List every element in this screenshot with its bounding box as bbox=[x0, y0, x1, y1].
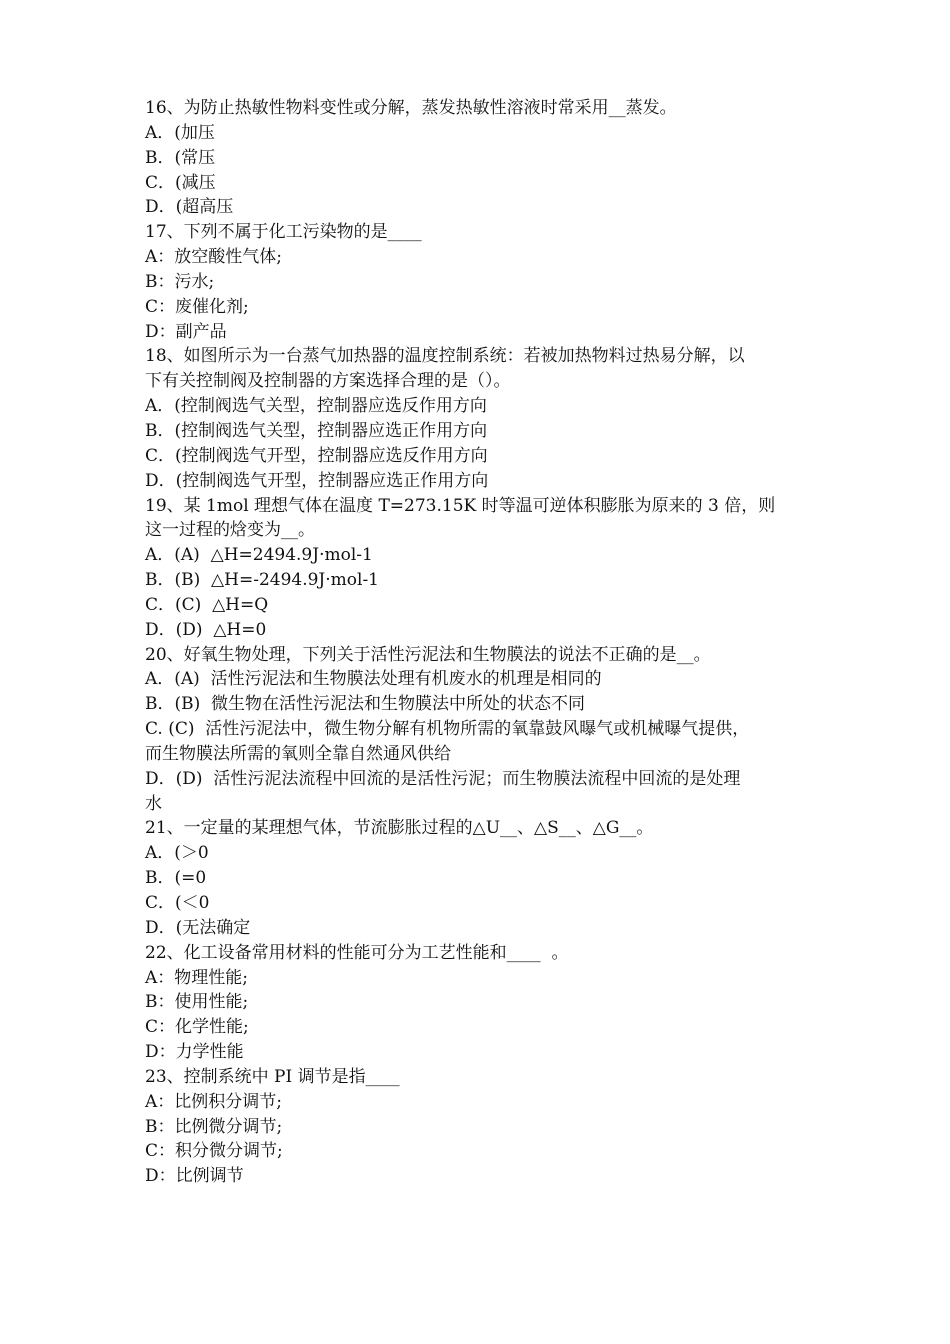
question-17-stem: 17、下列不属于化工污染物的是____ bbox=[145, 222, 422, 243]
question-22-option-d: D：力学性能 bbox=[145, 1042, 244, 1063]
question-17-option-b: B：污水; bbox=[145, 271, 215, 292]
question-23-option-b: B：比例微分调节; bbox=[145, 1116, 283, 1137]
question-16-option-b: B．(常压 bbox=[145, 147, 216, 168]
question-17-option-a: A：放空酸性气体; bbox=[145, 247, 283, 268]
question-20-option-d-line-2: 水 bbox=[145, 793, 162, 814]
question-22-option-c: C：化学性能; bbox=[145, 1017, 249, 1038]
question-16-option-d: D．(超高压 bbox=[145, 197, 234, 218]
question-17-option-d: D：副产品 bbox=[145, 321, 227, 342]
question-19-stem-line-1: 19、某 1mol 理想气体在温度 T=273.15K 时等温可逆体积膨胀为原来的 3 倍，则 bbox=[145, 495, 776, 516]
question-23-option-a: A：比例积分调节; bbox=[145, 1091, 283, 1112]
question-18-option-a: A．(控制阀选气关型，控制器应选反作用方向 bbox=[145, 396, 487, 417]
question-21-option-b: B．(=0 bbox=[145, 868, 207, 889]
question-22-stem: 22、化工设备常用材料的性能可分为工艺性能和____ 。 bbox=[145, 942, 569, 963]
document-page bbox=[145, 96, 817, 1189]
question-19-option-d: D．(D) △H=0 bbox=[145, 619, 267, 640]
question-19-option-a: A．(A) △H=2494.9J·mol-1 bbox=[145, 545, 373, 566]
question-18-stem-line-2: 下有关控制阀及控制器的方案选择合理的是（）。 bbox=[145, 371, 511, 392]
question-16-stem: 16、为防止热敏性物料变性或分解，蒸发热敏性溶液时常采用__蒸发。 bbox=[145, 98, 677, 118]
question-16-option-a: A．(加压 bbox=[145, 122, 215, 143]
question-19-option-c: C．(C) △H=Q bbox=[145, 594, 269, 615]
question-20-option-b: B．(B) 微生物在活性污泥法和生物膜法中所处的状态不同 bbox=[145, 694, 586, 715]
question-19-option-b: B．(B) △H=-2494.9J·mol-1 bbox=[145, 570, 379, 591]
question-21-stem: 21、一定量的某理想气体，节流膨胀过程的△U__、△S__、△G__。 bbox=[145, 818, 654, 839]
question-21-option-a: A．(＞0 bbox=[145, 843, 209, 864]
question-20-option-c-line-2: 而生物膜法所需的氧则全靠自然通风供给 bbox=[145, 743, 451, 764]
question-22-option-a: A：物理性能; bbox=[145, 967, 249, 988]
question-18-option-b: B．(控制阀选气关型，控制器应选正作用方向 bbox=[145, 420, 488, 441]
question-22-option-b: B：使用性能; bbox=[145, 992, 249, 1013]
question-18-option-d: D．(控制阀选气开型，控制器应选正作用方向 bbox=[145, 470, 489, 491]
question-20-option-a: A．(A) 活性污泥法和生物膜法处理有机废水的机理是相同的 bbox=[145, 669, 602, 690]
question-21-option-d: D．(无法确定 bbox=[145, 917, 251, 938]
question-18-option-c: C．(控制阀选气开型，控制器应选反作用方向 bbox=[145, 445, 488, 466]
question-23-option-c: C：积分微分调节; bbox=[145, 1141, 283, 1162]
question-23-option-d: D：比例调节 bbox=[145, 1166, 244, 1187]
question-17-option-c: C：废催化剂; bbox=[145, 296, 249, 317]
question-20-option-d-line-1: D．(D) 活性污泥法流程中回流的是活性污泥；而生物膜法流程中回流的是处理 bbox=[145, 768, 741, 789]
question-23-stem: 23、控制系统中 PI 调节是指____ bbox=[145, 1066, 400, 1087]
question-20-stem: 20、好氧生物处理，下列关于活性污泥法和生物膜法的说法不正确的是__。 bbox=[145, 644, 711, 665]
question-19-stem-line-2: 这一过程的焓变为__。 bbox=[145, 520, 315, 541]
question-20-option-c-line-1: C. (C) 活性污泥法中，微生物分解有机物所需的氧靠鼓风曝气或机械曝气提供， bbox=[145, 719, 750, 740]
question-16-option-c: C．(减压 bbox=[145, 172, 216, 193]
question-21-option-c: C．(＜0 bbox=[145, 893, 210, 913]
question-18-stem-line-1: 18、如图所示为一台蒸气加热器的温度控制系统：若被加热物料过热易分解，以 bbox=[145, 346, 745, 367]
